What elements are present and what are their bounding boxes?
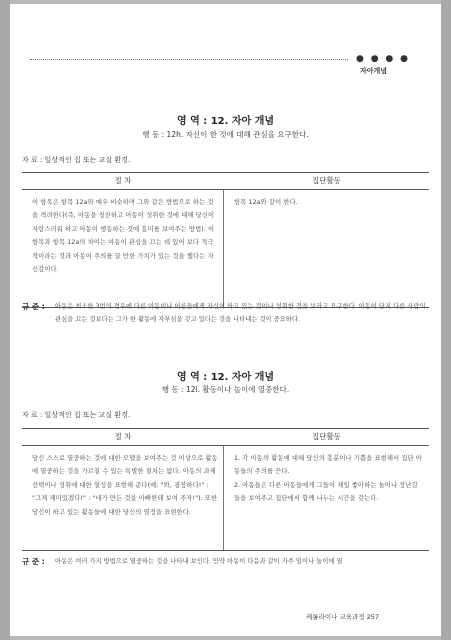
procedure-header: 절 차 xyxy=(114,432,132,441)
table-header xyxy=(22,173,429,190)
section-1-material: 자 료 : 일상적인 집 또는 교실 환경. xyxy=(22,156,131,164)
section-1-title: 영 역 : 12. 자아 개념 xyxy=(176,116,275,127)
group-activity-text: 항목 12a와 같이 한다. xyxy=(234,199,298,206)
procedure-text: 이 항목은 항목 12a와 매우 비슷하며 그와 같은 방법으로 하는 것을 격려한다(즉, 아동을 칭찬하고 아동이 성취한 것에 대해 당신이 자랑스러워 하고 아동이 행동하는 것에 흥미를 보여주는 방법). 이 항목과 항목 12a의 차이는 아동이 관심을 끄는 데 있어 보다 적극적이라는 것과 아동이 주의를 끌 만한 가치가 있는 것을 했다는 자신감이다. xyxy=(32,199,215,274)
page-footer: 케롤라이나 교육과정 257 xyxy=(306,613,380,621)
section-2-criteria xyxy=(22,556,429,569)
table-body xyxy=(22,190,429,307)
group-activity-header: 집단활동 xyxy=(312,432,341,441)
criteria-label: 규 준 : xyxy=(22,557,45,566)
header-dotted-rule xyxy=(30,59,348,60)
criteria-label: 규 준 : xyxy=(22,302,45,311)
procedure-header: 절 차 xyxy=(114,176,132,185)
section-1-activity: 행 동 : 12h. 자신이 한 것에 대해 관심을 요구한다. xyxy=(142,130,309,139)
criteria-text: 아동은 여러 가지 방법으로 열중하는 것을 나타내 보인다. 만약 아동이 다음과 같이 자주 일이나 놀이에 열 xyxy=(55,558,343,565)
scan-edge-left xyxy=(0,0,10,640)
criteria-text: 아동은 최소한 3번의 경우에 다른 아동이나 어른들에게 자신이 하고 있는 것이나 성취한 것을 보라고 요구한다. 아동이 단지 다른 사람의 관심을 끄는 것보다는 그가 한 활동에 자부심을 갖고 있다는 것을 나타내는 것이 중요하다. xyxy=(55,303,426,323)
section-2-material: 자 료 : 일상적인 집 또는 교실 환경. xyxy=(22,411,131,419)
group-activity-text: 1. 각 아동의 활동에 대해 당신의 흥분이나 기쁨을 표현해서 집단 아동들의 주의를 끈다. 2. 아동들은 다른 아동들에게 그들이 제일 좋아하는 놀이나 장난감들을 보여주고 집단에서 함께 나누는 시간을 갖는다. xyxy=(234,455,422,503)
section-1-table xyxy=(22,172,429,308)
table-body xyxy=(22,446,429,550)
section-1-criteria xyxy=(22,301,429,326)
section-2-table xyxy=(22,428,429,551)
chapter-title: 자아개념 xyxy=(360,67,388,75)
group-activity-header: 집단활동 xyxy=(312,176,341,185)
procedure-text: 당신 스스로 열중하는 것에 대한 모델을 보여주는 것 이상으로 활동에 열중하는 것을 가르칠 수 있는 특별한 절차는 없다. 아동의 과제 선택이나 성취에 대한 열성을 표현해 준다(예: "와, 굉장하다!" : "그게 재미있겠다!" : "네가 만든 것을 아빠한테 보여 주자!"). 또한 당신이 하고 있는 활동들에 대한 당신의 열정을 표현한다. xyxy=(32,455,218,516)
scan-edge-right xyxy=(441,0,451,640)
table-header xyxy=(22,429,429,446)
section-2-title: 영 역 : 12. 자아 개념 xyxy=(176,372,275,383)
header-dots: ● ● ● ● xyxy=(356,54,410,64)
section-2-activity: 행 동 : 12i. 활동이나 놀이에 열중한다. xyxy=(161,385,290,394)
